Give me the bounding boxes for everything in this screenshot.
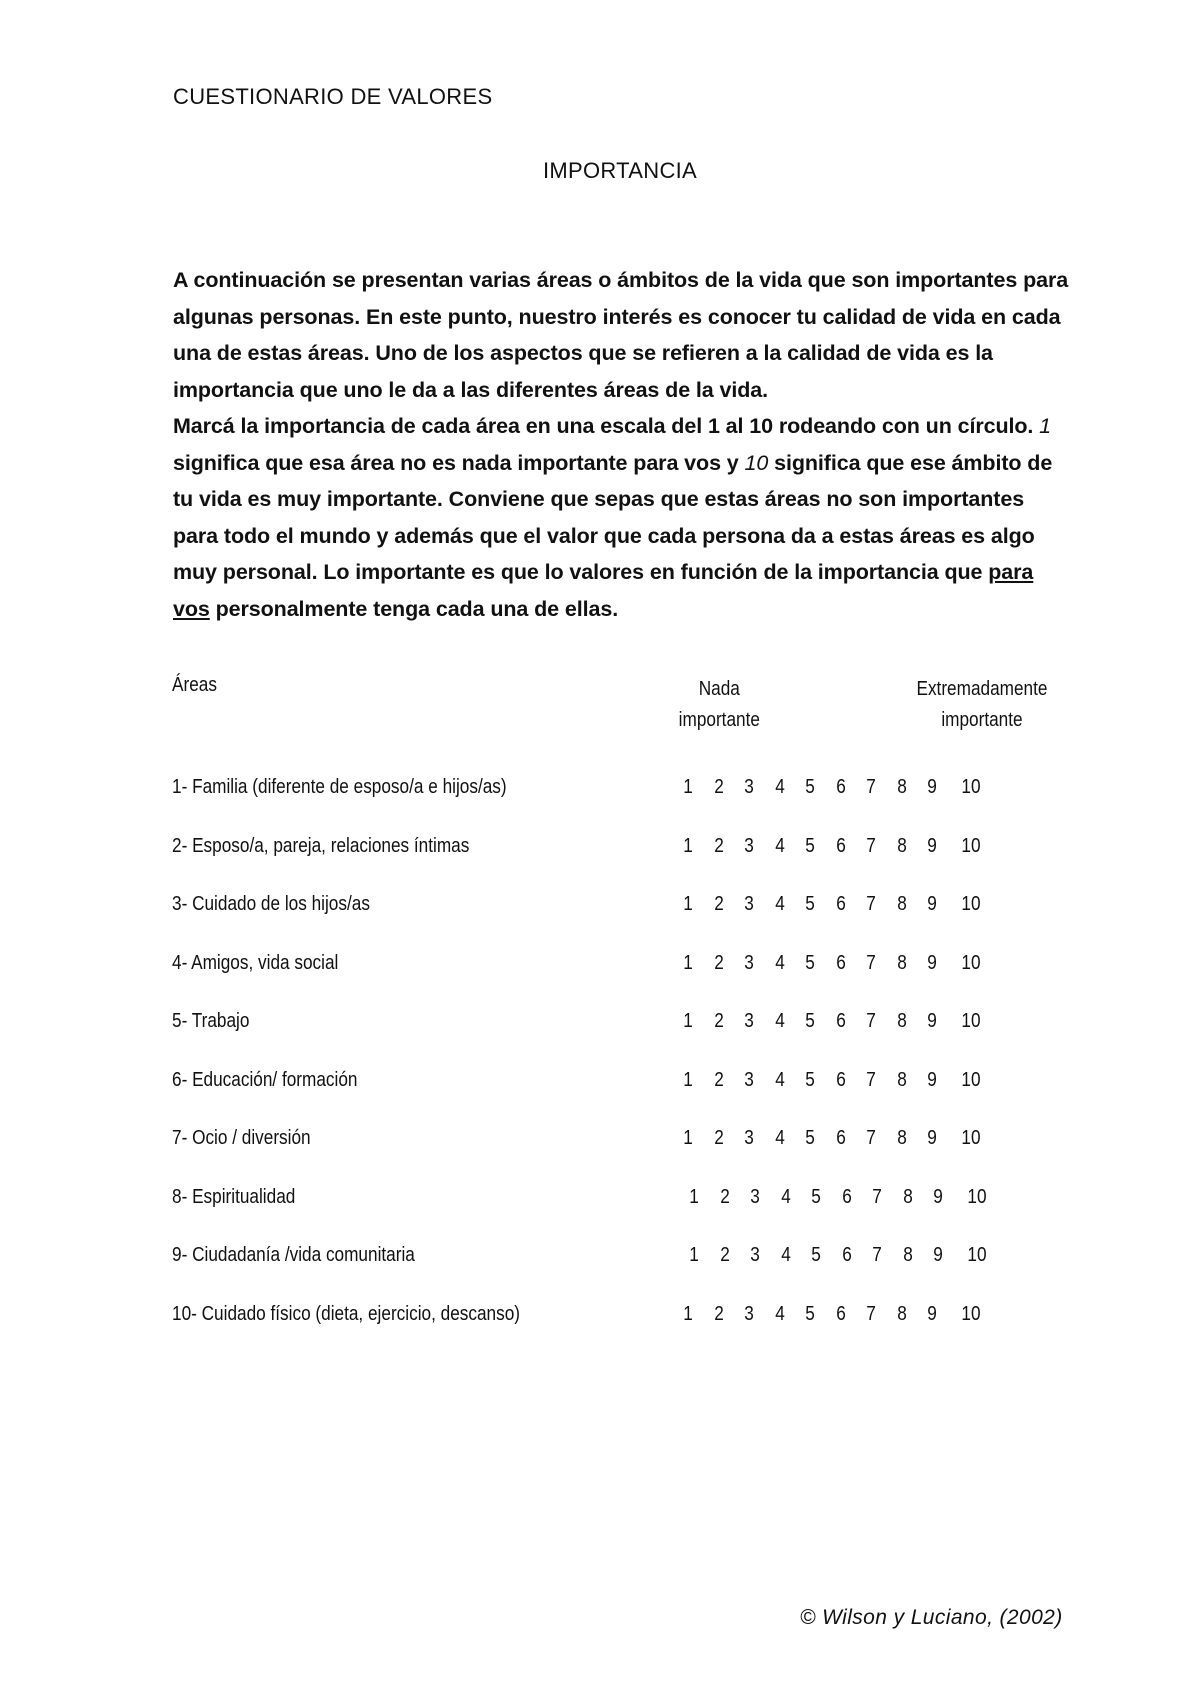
instructions-paragraph-2 (173, 408, 1073, 627)
rating-option-1[interactable]: 1 (683, 1302, 693, 1325)
area-label: 10- Cuidado físico (dieta, ejercicio, descanso) (172, 1302, 521, 1325)
rating-option-4[interactable]: 4 (774, 834, 785, 857)
instructions-text: Marcá la importancia de cada área en una escala del 1 al 10 rodeando con un círculo. (173, 414, 1040, 438)
instructions-text: significa que ese ámbito de tu vida es muy importante. Conviene que sepas que estas áreas no son importantes para todo el mundo y además que el valor que cada persona da a estas áreas es algo muy personal. Lo importante es que lo valores en función de la importancia que (173, 450, 1053, 584)
header-scale-low-line2: importante (678, 709, 760, 731)
rating-option-9[interactable]: 9 (927, 1127, 937, 1149)
rating-option-1[interactable]: 1 (689, 1185, 699, 1208)
rating-option-6[interactable]: 6 (835, 834, 846, 857)
rating-option-9[interactable]: 9 (927, 776, 937, 798)
rating-option-3[interactable]: 3 (744, 1010, 754, 1032)
rating-option-2[interactable]: 2 (713, 1302, 724, 1325)
rating-option-8[interactable]: 8 (896, 834, 907, 857)
area-label: 5- Trabajo (172, 1010, 250, 1032)
rating-option-10[interactable]: 10 (960, 834, 981, 857)
rating-option-2[interactable]: 2 (713, 1010, 724, 1032)
areas-list (0, 776, 1200, 1361)
rating-option-7[interactable]: 7 (866, 1010, 876, 1032)
rating-option-8[interactable]: 8 (896, 1302, 907, 1325)
rating-option-5[interactable]: 5 (805, 834, 815, 857)
area-row (0, 1010, 1200, 1069)
area-row (0, 835, 1200, 894)
rating-option-3[interactable]: 3 (744, 776, 754, 798)
rating-option-4[interactable]: 4 (780, 1185, 791, 1208)
rating-option-8[interactable]: 8 (902, 1185, 913, 1208)
rating-option-8[interactable]: 8 (896, 951, 907, 974)
rating-option-9[interactable]: 9 (933, 1185, 943, 1208)
area-row (0, 1127, 1200, 1186)
rating-option-5[interactable]: 5 (805, 1127, 815, 1149)
instructions-text: significa que esa área no es nada importante para vos y (173, 450, 745, 475)
rating-option-7[interactable]: 7 (866, 1302, 876, 1325)
copyright-notice: © Wilson y Luciano, (2002) (800, 1606, 1063, 1629)
rating-option-6[interactable]: 6 (835, 1068, 846, 1091)
rating-option-6[interactable]: 6 (835, 893, 846, 915)
rating-option-10[interactable]: 10 (960, 1010, 981, 1032)
rating-option-3[interactable]: 3 (744, 1068, 754, 1091)
rating-option-2[interactable]: 2 (713, 776, 724, 798)
area-label: 3- Cuidado de los hijos/as (172, 893, 370, 915)
rating-option-8[interactable]: 8 (896, 1010, 907, 1032)
section-title: IMPORTANCIA (542, 158, 698, 183)
instructions-paragraph-1: A continuación se presentan varias áreas o ámbitos de la vida que son importantes para algunas personas. En este punto, nuestro interés es conocer tu calidad de vida en cada una de estas áreas. Uno de los aspectos que se refieren a la calidad de vida es la importancia que uno le da a las diferentes áreas de la vida. (173, 268, 1069, 402)
rating-option-1[interactable]: 1 (689, 1244, 699, 1266)
rating-option-5[interactable]: 5 (805, 951, 815, 974)
rating-option-7[interactable]: 7 (866, 951, 876, 974)
area-label: 4- Amigos, vida social (172, 951, 339, 974)
rating-option-9[interactable]: 9 (927, 1302, 937, 1325)
rating-option-7[interactable]: 7 (872, 1244, 882, 1266)
header-scale-high-line2: importante (941, 709, 1023, 731)
rating-option-8[interactable]: 8 (896, 893, 907, 915)
rating-option-6[interactable]: 6 (835, 1010, 846, 1032)
rating-option-3[interactable]: 3 (744, 834, 754, 857)
rating-option-4[interactable]: 4 (774, 1302, 785, 1325)
scale-max-example: 10 (744, 450, 769, 475)
area-row (0, 952, 1200, 1011)
document-title: CUESTIONARIO DE VALORES (173, 84, 493, 109)
rating-option-2[interactable]: 2 (713, 1127, 724, 1149)
rating-option-3[interactable]: 3 (744, 1127, 754, 1149)
rating-option-1[interactable]: 1 (683, 1127, 693, 1149)
area-label: 9- Ciudadanía /vida comunitaria (172, 1244, 415, 1266)
rating-option-5[interactable]: 5 (805, 776, 815, 798)
header-scale-low-line1: Nada (698, 678, 740, 700)
area-row (0, 1069, 1200, 1128)
rating-option-4[interactable]: 4 (774, 1068, 785, 1091)
area-label: 6- Educación/ formación (172, 1068, 358, 1091)
rating-option-1[interactable]: 1 (683, 893, 693, 915)
area-row (0, 1303, 1200, 1362)
rating-option-2[interactable]: 2 (713, 1068, 724, 1091)
rating-option-8[interactable]: 8 (896, 1068, 907, 1091)
rating-option-10[interactable]: 10 (960, 1068, 981, 1091)
rating-option-2[interactable]: 2 (713, 834, 724, 857)
area-row (0, 776, 1200, 835)
rating-option-9[interactable]: 9 (933, 1244, 943, 1266)
instructions (173, 262, 1073, 627)
rating-option-8[interactable]: 8 (896, 1127, 907, 1149)
rating-option-4[interactable]: 4 (780, 1244, 791, 1266)
underlined-emphasis: para vos (173, 560, 1034, 621)
rating-option-7[interactable]: 7 (866, 834, 876, 857)
header-scale-low (672, 674, 767, 736)
rating-option-10[interactable]: 10 (960, 951, 981, 974)
header-scale-high-line1: Extremadamente (916, 678, 1048, 700)
header-scale-high (908, 674, 1056, 736)
rating-option-5[interactable]: 5 (811, 1244, 821, 1266)
rating-option-3[interactable]: 3 (744, 893, 754, 915)
rating-option-10[interactable]: 10 (960, 776, 981, 798)
rating-option-6[interactable]: 6 (841, 1244, 852, 1266)
rating-option-4[interactable]: 4 (774, 776, 785, 798)
rating-option-7[interactable]: 7 (866, 893, 876, 915)
rating-option-9[interactable]: 9 (927, 951, 937, 974)
rating-option-5[interactable]: 5 (811, 1185, 821, 1208)
area-row (0, 1244, 1200, 1303)
instructions-text: personalmente tenga cada una de ellas. (209, 596, 619, 621)
rating-option-7[interactable]: 7 (866, 1068, 876, 1091)
rating-option-5[interactable]: 5 (805, 1010, 815, 1032)
rating-option-10[interactable]: 10 (966, 1185, 987, 1208)
rating-option-10[interactable]: 10 (960, 893, 981, 915)
rating-option-5[interactable]: 5 (805, 893, 815, 915)
rating-option-10[interactable]: 10 (960, 1302, 981, 1325)
rating-option-4[interactable]: 4 (774, 1127, 785, 1149)
rating-option-1[interactable]: 1 (683, 776, 693, 798)
rating-option-6[interactable]: 6 (841, 1185, 852, 1208)
scale-min-example: 1 (1039, 414, 1052, 438)
header-areas: Áreas (172, 674, 217, 696)
rating-option-1[interactable]: 1 (683, 834, 693, 857)
rating-option-9[interactable]: 9 (927, 1010, 937, 1032)
rating-option-3[interactable]: 3 (744, 1302, 754, 1325)
rating-option-2[interactable]: 2 (719, 1244, 730, 1266)
rating-option-3[interactable]: 3 (750, 1185, 760, 1208)
rating-option-2[interactable]: 2 (713, 893, 724, 915)
rating-option-9[interactable]: 9 (927, 834, 937, 857)
rating-option-9[interactable]: 9 (927, 1068, 937, 1091)
rating-option-4[interactable]: 4 (774, 1010, 785, 1032)
rating-option-4[interactable]: 4 (774, 951, 785, 974)
rating-option-8[interactable]: 8 (902, 1244, 913, 1266)
rating-option-7[interactable]: 7 (866, 776, 876, 798)
rating-option-6[interactable]: 6 (835, 951, 846, 974)
rating-option-9[interactable]: 9 (927, 893, 937, 915)
area-label: 8- Espiritualidad (172, 1185, 296, 1208)
rating-option-8[interactable]: 8 (896, 776, 907, 798)
rating-option-1[interactable]: 1 (683, 951, 693, 974)
rating-option-3[interactable]: 3 (744, 951, 754, 974)
rating-option-5[interactable]: 5 (805, 1302, 815, 1325)
rating-option-1[interactable]: 1 (683, 1010, 693, 1032)
rating-option-6[interactable]: 6 (835, 1302, 846, 1325)
area-label: 1- Familia (diferente de esposo/a e hijos/as) (172, 776, 507, 798)
rating-option-7[interactable]: 7 (866, 1127, 876, 1149)
rating-option-4[interactable]: 4 (774, 893, 785, 915)
rating-option-5[interactable]: 5 (805, 1068, 815, 1091)
area-row (0, 1186, 1200, 1245)
rating-option-1[interactable]: 1 (683, 1068, 693, 1091)
rating-option-6[interactable]: 6 (835, 1127, 846, 1149)
area-label: 2- Esposo/a, pareja, relaciones íntimas (172, 834, 470, 857)
rating-option-10[interactable]: 10 (966, 1244, 987, 1266)
rating-option-7[interactable]: 7 (872, 1185, 882, 1208)
rating-option-2[interactable]: 2 (713, 951, 724, 974)
rating-option-10[interactable]: 10 (960, 1127, 981, 1149)
rating-option-2[interactable]: 2 (719, 1185, 730, 1208)
rating-option-3[interactable]: 3 (750, 1244, 760, 1266)
rating-option-6[interactable]: 6 (835, 776, 846, 798)
area-label: 7- Ocio / diversión (172, 1127, 311, 1149)
area-row (0, 893, 1200, 952)
